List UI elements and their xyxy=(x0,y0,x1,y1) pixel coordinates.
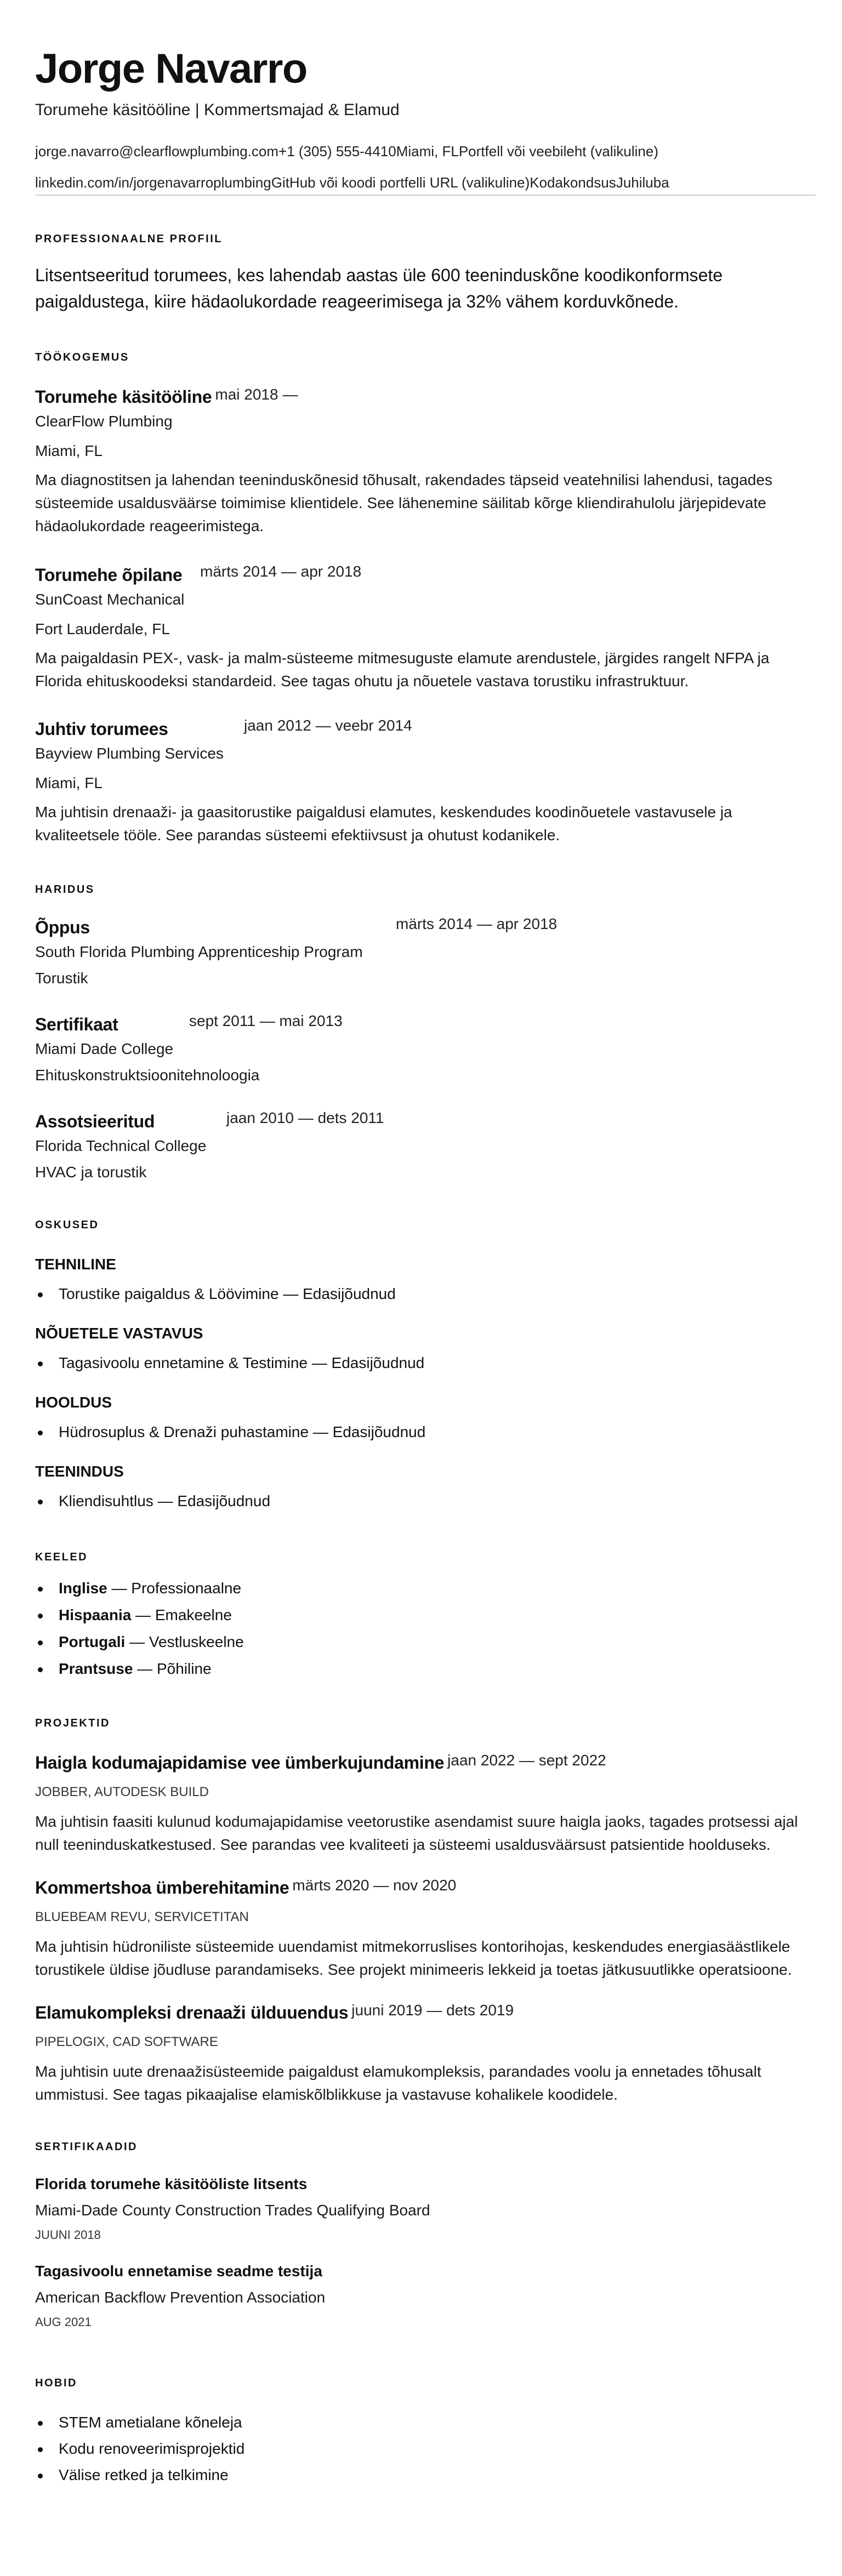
project-tech: PIPELOGIX, CAD SOFTWARE xyxy=(35,2034,218,2049)
certification-issuer: American Backflow Prevention Association xyxy=(35,2289,326,2306)
experience-item xyxy=(35,386,816,538)
education-item xyxy=(35,1110,816,1182)
language-name: Portugali xyxy=(59,1633,126,1650)
skill-category: TEENINDUS xyxy=(35,1463,124,1480)
skill-item: Tagasivoolu ennetamine & Testimine — Edasijõudnud xyxy=(35,1353,816,1373)
language-level: — Professionaalne xyxy=(107,1580,242,1597)
education-dates: sept 2011 — mai 2013 xyxy=(189,1012,343,1029)
certifications-section xyxy=(35,2140,816,2330)
certification-item xyxy=(35,2174,816,2243)
education-dates: jaan 2010 — dets 2011 xyxy=(226,1109,384,1126)
profile-section xyxy=(35,232,816,315)
education-item xyxy=(35,1013,816,1085)
language-level: — Emakeelne xyxy=(131,1606,232,1623)
language-item xyxy=(35,1605,816,1625)
contact-info xyxy=(35,140,816,196)
job-company: SunCoast Mechanical xyxy=(35,591,185,608)
project-item xyxy=(35,1752,816,1856)
contact-phone: +1 (305) 555-4410 xyxy=(278,143,396,159)
projects-section xyxy=(35,1717,816,2106)
job-title: Torumehe käsitööline xyxy=(35,387,212,407)
job-description: Ma juhtisin drenaaži- ja gaasitorustike paigaldusi elamutes, keskendudes koodinõuetele vastavusele ja kvaliteetsele tööle. See parandas süsteemi efektiivsust ja ohutust kodanikele. xyxy=(35,803,732,844)
language-level: — Põhiline xyxy=(133,1660,212,1677)
skill-item: Hüdrosuplus & Drenaži puhastamine — Edasijõudnud xyxy=(35,1422,816,1442)
project-tech: JOBBER, AUTODESK BUILD xyxy=(35,1785,209,1799)
skill-item: Torustike paigaldus & Löövimine — Edasijõudnud xyxy=(35,1284,816,1304)
degree: Õppus xyxy=(35,917,90,937)
job-dates: jaan 2012 — veebr 2014 xyxy=(244,717,412,734)
project-title: Haigla kodumajapidamise vee ümberkujundamine xyxy=(35,1753,445,1773)
field-of-study: HVAC ja torustik xyxy=(35,1164,147,1181)
profile-summary: Litsentseeritud torumees, kes lahendab aastas üle 600 teeninduskõne koodikonformsete paigaldustega, kiire hädaolukordade reageerimisega ja 32% vähem korduvkõnede. xyxy=(35,265,723,311)
skill-category: HOOLDUS xyxy=(35,1394,112,1411)
project-description: Ma juhtisin uute drenaažisüsteemide paigaldust elamukompleksis, parandades voolu ja ennetades tõhusalt ummistusi. See tagas pikaajalise elamiskõlblikkuse ja vastavuse kohalikele koodidele. xyxy=(35,2063,761,2103)
school: Miami Dade College xyxy=(35,1040,174,1057)
language-item xyxy=(35,1659,816,1679)
job-location: Miami, FL xyxy=(35,774,103,791)
contact-email[interactable]: jorge.navarro@clearflowplumbing.com xyxy=(35,143,279,159)
section-heading: PROJEKTID xyxy=(35,1717,110,1729)
school: Florida Technical College xyxy=(35,1137,207,1154)
section-heading: TÖÖKOGEMUS xyxy=(35,351,129,363)
school: South Florida Plumbing Apprenticeship Program xyxy=(35,943,363,960)
field-of-study: Ehituskonstruktsioonitehnoloogia xyxy=(35,1067,260,1084)
language-item xyxy=(35,1578,816,1598)
project-tech: BLUEBEAM REVU, SERVICETITAN xyxy=(35,1910,249,1924)
project-item xyxy=(35,1877,816,1981)
experience-item xyxy=(35,718,816,847)
languages-section xyxy=(35,1551,816,1679)
contact-drivers-license: Juhiluba xyxy=(616,174,669,191)
project-dates: märts 2020 — nov 2020 xyxy=(292,1877,457,1894)
language-name: Prantsuse xyxy=(59,1660,133,1677)
skill-category: TEHNILINE xyxy=(35,1256,116,1273)
section-heading: SERTIFIKAADID xyxy=(35,2141,138,2153)
skills-section xyxy=(35,1218,816,1511)
project-dates: juuni 2019 — dets 2019 xyxy=(351,2002,514,2019)
section-heading: KEELED xyxy=(35,1551,88,1563)
project-description: Ma juhtisin hüdroniliste süsteemide uuendamist mitmekorruslises kontorihojas, keskendudes energiasäästlikele torustikele üldise jõudluse parandamiseks. See projekt minimeeris lekkeid ja toetas jätkusuutlikke operatsioone. xyxy=(35,1938,792,1978)
contact-location: Miami, FL xyxy=(396,143,459,159)
job-dates: mai 2018 — xyxy=(215,386,298,403)
job-company: Bayview Plumbing Services xyxy=(35,745,224,762)
certification-title: Florida torumehe käsitööliste litsents xyxy=(35,2175,308,2192)
degree: Assotsieeritud xyxy=(35,1112,155,1131)
project-item xyxy=(35,2002,816,2106)
project-title: Elamukompleksi drenaaži ülduuendus xyxy=(35,2003,349,2022)
contact-linkedin[interactable]: linkedin.com/in/jorgenavarroplumbing xyxy=(35,174,271,191)
certification-date: AUG 2021 xyxy=(35,2315,92,2329)
contact-portfolio: Portfell või veebileht (valikuline) xyxy=(458,143,658,159)
job-description: Ma paigaldasin PEX-, vask- ja malm-süsteeme mitmesuguste elamute arendustele, järgides rangelt NFPA ja Florida ehituskoodeksi standardeid. See tagas ohutu ja nõuetele vastava torustiku infrastruktuur. xyxy=(35,649,770,689)
job-title: Juhtiv torumees xyxy=(35,719,168,739)
hobby-item: Kodu renoveerimisprojektid xyxy=(35,2439,816,2459)
section-heading: OSKUSED xyxy=(35,1219,99,1231)
education-section xyxy=(35,883,816,1182)
section-heading: HOBID xyxy=(35,2377,77,2389)
contact-github: GitHub või koodi portfelli URL (valikuline) xyxy=(271,174,530,191)
project-dates: jaan 2022 — sept 2022 xyxy=(447,1752,606,1769)
candidate-name: Jorge Navarro xyxy=(35,45,307,92)
skill-category: NÕUETELE VASTAVUS xyxy=(35,1325,203,1342)
hobby-item: STEM ametialane kõneleja xyxy=(35,2413,816,2432)
job-company: ClearFlow Plumbing xyxy=(35,413,173,430)
experience-section xyxy=(35,351,816,847)
certification-item xyxy=(35,2261,816,2330)
degree: Sertifikaat xyxy=(35,1015,118,1034)
candidate-headline: Torumehe käsitööline | Kommertsmajad & Elamud xyxy=(35,101,400,119)
field-of-study: Torustik xyxy=(35,970,88,987)
certification-date: JUUNI 2018 xyxy=(35,2228,101,2242)
skill-item: Kliendisuhtlus — Edasijõudnud xyxy=(35,1491,816,1511)
certification-title: Tagasivoolu ennetamise seadme testija xyxy=(35,2262,322,2279)
job-location: Fort Lauderdale, FL xyxy=(35,620,170,637)
job-title: Torumehe õpilane xyxy=(35,565,183,585)
language-item xyxy=(35,1632,816,1652)
education-item xyxy=(35,916,816,988)
project-title: Kommertshoa ümberehitamine xyxy=(35,1878,289,1897)
job-description: Ma diagnostitsen ja lahendan teeninduskõnesid tõhusalt, rakendades täpseid veatehnilisi lahendusi, tagades süsteemide usaldusväärse toimimise klientidele. See lähenemine säilitab kõrge kliendirahulolu järjepidevate hädaolukordade reageerimistega. xyxy=(35,471,772,534)
section-heading: HARIDUS xyxy=(35,884,95,896)
language-level: — Vestluskeelne xyxy=(125,1633,244,1650)
project-description: Ma juhtisin faasiti kulunud kodumajapidamise veetorustike asendamist suure haigla jaoks, tagades protsessi ajal null teeninduskatkestused. See parandas vee kvaliteeti ja süsteemi usaldusväärsust patsientide hoolduseks. xyxy=(35,1813,798,1853)
section-heading: PROFESSIONAALNE PROFIIL xyxy=(35,233,223,245)
language-name: Inglise xyxy=(59,1580,107,1597)
contact-citizenship: Kodakondsus xyxy=(530,174,616,191)
education-dates: märts 2014 — apr 2018 xyxy=(396,915,557,932)
language-name: Hispaania xyxy=(59,1606,132,1623)
job-location: Miami, FL xyxy=(35,442,103,459)
hobbies-section xyxy=(35,2376,816,2485)
hobby-item: Välise retked ja telkimine xyxy=(35,2465,816,2485)
experience-item xyxy=(35,564,816,693)
certification-issuer: Miami-Dade County Construction Trades Qualifying Board xyxy=(35,2202,430,2219)
job-dates: märts 2014 — apr 2018 xyxy=(200,563,362,580)
